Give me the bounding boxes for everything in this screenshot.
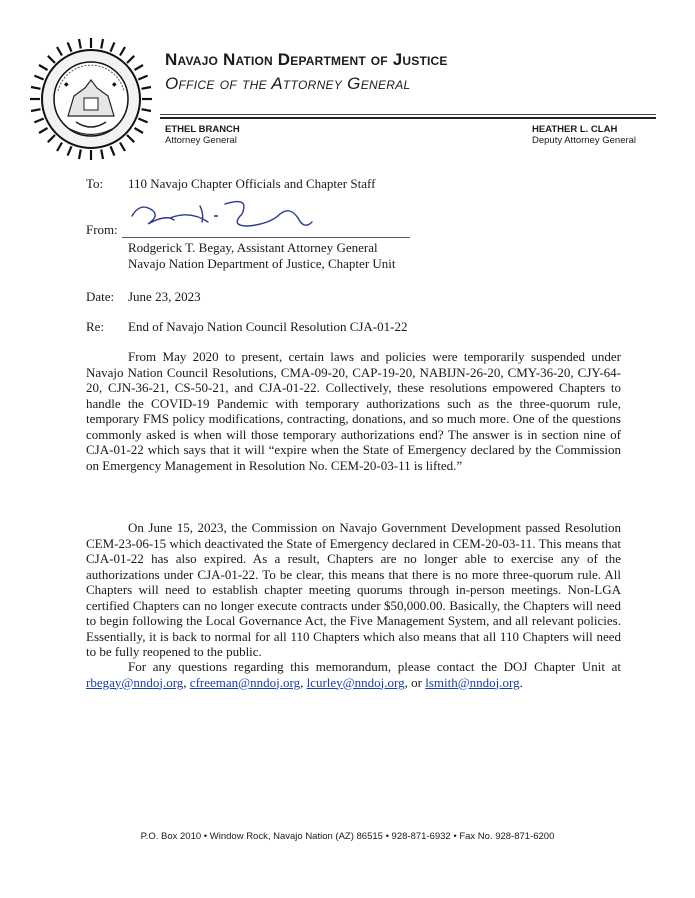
paragraph-2 [86, 520, 621, 660]
paragraph-1-text: From May 2020 to present, certain laws and policies were temporarily suspended under Navajo Nation Council Resolutions, CMA-09-20, CAP-19-20, NABIJN-26-20, CMY-36-20, CJY-64-20, CJN-36-21, CS-50-21, and CJA-01-22. Collectively, these resolutions empowered Chapters to handle the COVID-19 Pandemic with temporary authorizations such as the three-quorum rule, temporary FMS policy modifications, contracting, donations, and so much more. One of the questions commonly asked is when will those temporary authorizations end? The answer is in section nine of CJA-01-22 which says that it will “expire when the State of Emergency declared by the Commission on Emergency Management in Resolution No. CEM-20-03-11 is lifted.” [86, 349, 621, 473]
separator: , or [404, 674, 426, 690]
period: . [519, 674, 523, 690]
department-title: Navajo Nation Department of Justice [165, 50, 448, 69]
attorney-general-name: ETHEL BRANCH [165, 124, 240, 135]
to-value: 110 Navajo Chapter Officials and Chapter Staff [128, 176, 376, 191]
separator: , [183, 674, 190, 690]
paragraph-3 [86, 659, 621, 690]
header-rule-bold [160, 117, 656, 119]
date-value: June 23, 2023 [128, 289, 201, 304]
svg-text:◆: ◆ [112, 81, 117, 88]
email-link-lsmith[interactable]: lsmith@nndoj.org [425, 674, 520, 690]
header-rule [160, 114, 656, 115]
email-link-cfreeman[interactable]: cfreeman@nndoj.org [189, 674, 301, 690]
footer-address: P.O. Box 2010 • Window Rock, Navajo Nation (AZ) 86515 • 928-871-6932 • Fax No. 928-871-6200 [140, 831, 555, 842]
navajo-nation-seal [28, 36, 154, 162]
separator: , [300, 674, 307, 690]
from-organization: Navajo Nation Department of Justice, Chapter Unit [128, 256, 396, 271]
office-title: Office of the Attorney General [165, 74, 411, 93]
deputy-attorney-general-block [532, 124, 636, 146]
re-value: End of Navajo Nation Council Resolution CJA-01-22 [128, 319, 408, 334]
attorney-general-block [165, 124, 240, 146]
from-label: From: [86, 222, 118, 237]
from-name: Rodgerick T. Begay, Assistant Attorney General [128, 240, 378, 255]
deputy-attorney-general-name: HEATHER L. CLAH [532, 124, 618, 135]
re-label: Re: [86, 319, 105, 334]
email-link-rbegay[interactable]: rbegay@nndoj.org [86, 674, 184, 690]
date-label: Date: [86, 289, 115, 304]
paragraph-3-text: For any questions regarding this memorandum, please contact the DOJ Chapter Unit at [128, 659, 621, 674]
signature-line [122, 237, 410, 238]
deputy-attorney-general-title: Deputy Attorney General [532, 135, 637, 146]
to-label: To: [86, 176, 104, 191]
paragraph-2-text: On June 15, 2023, the Commission on Navajo Government Development passed Resolution CEM-23-06-15 which deactivated the State of Emergency declared in CEM-20-03-11. This means that CJA-01-22 has also expired. As a result, Chapters are no longer able to exercise any of the authorizations under CJA-01-22. To be clear, this means that there is no more three-quorum rule. All Chapters will need to establish chapter meeting quorums through in-person meetings. Non-LGA certified Chapters can no longer execute contracts under $50,000.00. Basically, the Chapters will need to begin following the Local Governance Act, the Five Management System, and all relevant policies. Essentially, it is back to normal for all 110 Chapters which also means that all 110 Chapters will need to be fully reopened to the public. [86, 520, 621, 659]
svg-text:◆: ◆ [64, 81, 69, 88]
email-link-lcurley[interactable]: lcurley@nndoj.org [306, 674, 405, 690]
paragraph-1 [86, 349, 621, 473]
attorney-general-title: Attorney General [165, 135, 237, 146]
